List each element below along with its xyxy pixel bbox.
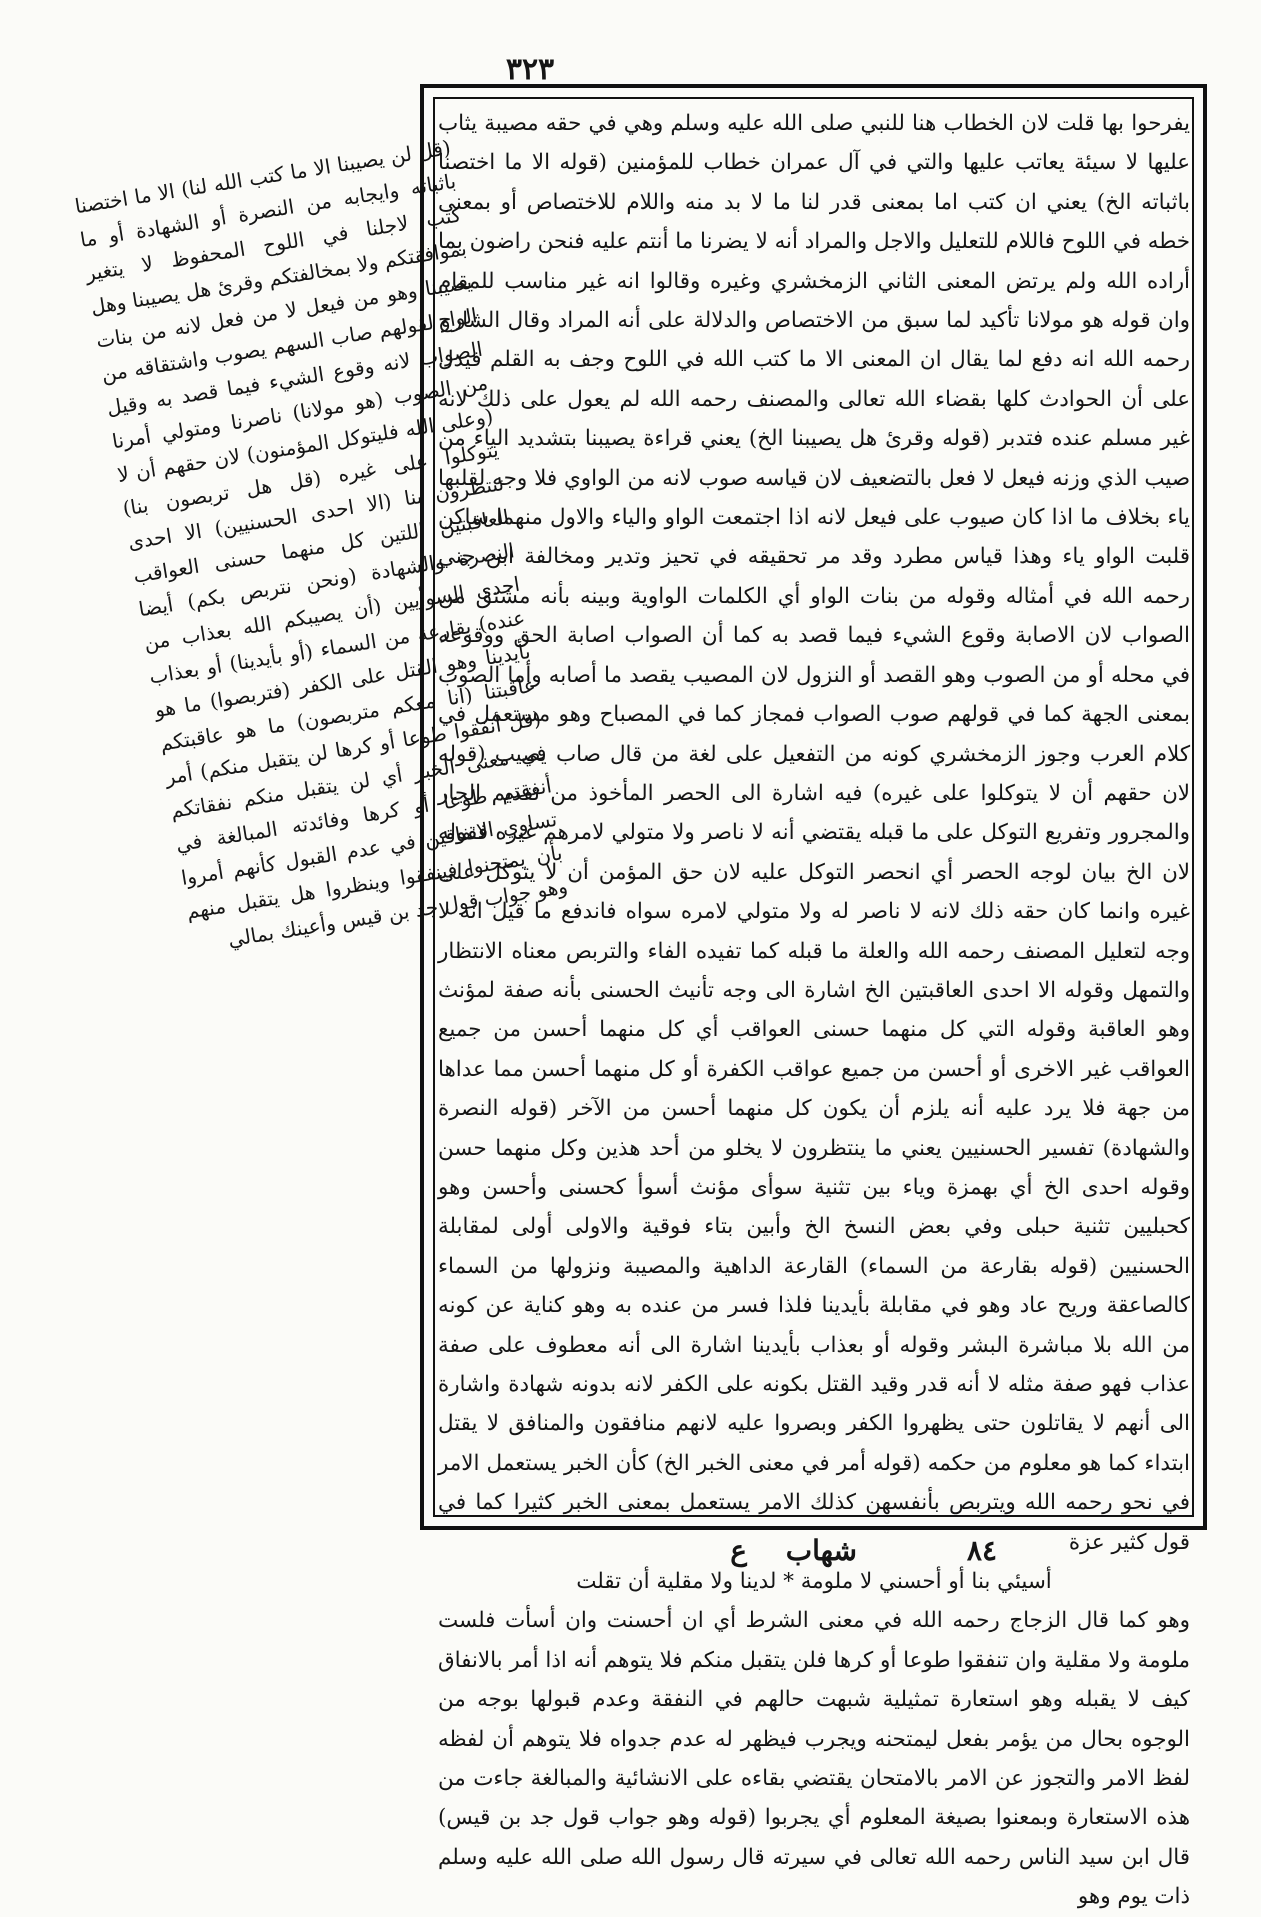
signature-letter: ع (730, 1534, 747, 1567)
page-footer (420, 1534, 1207, 1574)
poetry-verse: أسيئي بنا أو أحسني لا ملومة * لدينا ولا مقلية أن تقلت (576, 1569, 1052, 1595)
signature-number: ٨٤ (966, 1534, 997, 1567)
page-number: ٣٢٣ (505, 52, 555, 87)
running-title: شهاب (785, 1534, 857, 1567)
main-paragraph-after-verse: وهو كما قال الزجاج رحمه الله في معنى الشرط أي ان أحسنت وان أسأت فلست ملومة ولا مقلية وان تنفقوا طوعا أو كرها فلن يتقبل منكم فلا يتوهم أنه اذا أمر بالانفاق كيف لا يقبله وهو استعارة تمثيلية شبهت حالهم في النفقة وعدم قبولها بوجه من الوجوه بحال من يؤمر بفعل ليمتحنه ويجرب فيظهر له عدم جدواه فلا يتوهم أن لفظه لفظ الامر والتجوز عن الامر بالامتحان يقتضي بقاءه على الانشائية والمبالغة جاءت من هذه الاستعارة وبمعنوا بصيغة المعلوم أي يجربوا (قوله وهو جواب قول جد بن قيس) قال ابن سيد الناس رحمه الله تعالى في سيرته قال رسول الله صلى الله عليه وسلم ذات يوم وهو (438, 1608, 1190, 1910)
main-paragraph: يفرحوا بها قلت لان الخطاب هنا للنبي صلى الله عليه وسلم وهي في حقه مصيبة يثاب عليها لا سيئة يعاتب عليها والتي في آل عمران خطاب للمؤمنين (قوله الا ما اختصنا باثباته الخ) يعني ان كتب اما بمعنى قدر لنا ما لا بد منه واللام للاختصاص أو بمعنى خطه في اللوح فاللام للتعليل والاجل والمراد أنه لا يضرنا ما أنتم عليه فنحن راضون بما أراده الله ولم يرتض المعنى الثاني الزمخشري وغيره وقالوا انه غير مناسب للمقام وان قوله هو مولانا تأكيد لما سبق من الاختصاص والدلالة على أنه المراد وقال الشارح رحمه الله انه دفع لما يقال ان المعنى الا ما كتب الله في اللوح وجف به القلم فيدل على أن الحوادث كلها بقضاء الله تعالى والمصنف رحمه الله لم يعول على ذلك لانه غير مسلم عنده فتدبر (قوله وقرئ هل يصيبنا الخ) يعني قراءة يصيبنا بتشديد الياء من صيب الذي وزنه فيعل لا فعل بالتضعيف لان قياسه صوب لانه من الواوي فلا وجه لقلبها ياء بخلاف ما اذا كان صيوب على فيعل لانه اذا اجتمعت الواو والياء والاول منهما ساكن قلبت الواو ياء وهذا قياس مطرد وقد مر تحقيقه في تحيز وتدير ومخالفة ابن جني رحمه الله في أمثاله وقوله من بنات الواو أي الكلمات الواوية وبينه بأنه مشتق من الصواب لان الاصابة وقوع الشيء فيما قصد به كما أن الصواب اصابة الحق ووقوعه في محله أو من الصوب وهو القصد أو النزول لان المصيب يقصد ما أصابه وأما الصوب بمعنى الجهة كما في قولهم صوب الصواب فمجاز كما في المصباح وهو مستعمل في كلام العرب وجوز الزمخشري كونه من التفعيل على لغة من قال صاب يصيب (قوله لان حقهم أن لا يتوكلوا على غيره) فيه اشارة الى الحصر المأخوذ من تقديم الجار والمجرور وتفريع التوكل على ما قبله يقتضي أنه لا ناصر ولا متولي لامرهم غيره فقوله لان الخ بيان لوجه الحصر أي انحصر التوكل عليه لان حق المؤمن أن لا يتوكل على غيره وانما كان حقه ذلك لانه لا ناصر له ولا متولي لامره سواه فاندفع ما قيل انه لا وجه لتعليل المصنف رحمه الله والعلة ما قبله كما تفيده الفاء والتربص معناه الانتظار والتمهل وقوله الا احدى العاقبتين الخ اشارة الى وجه تأنيث الحسنى بأنه صفة لمؤنث وهو العاقبة وقوله التي كل منهما حسنى العواقب أي كل منهما أحسن من جميع العواقب غير الاخرى أو أحسن من جميع عواقب الكفرة أو كل منهما أحسن مما عداها من جهة فلا يرد عليه أنه يلزم أن يكون كل منهما أحسن من الآخر (قوله النصرة والشهادة) تفسير الحسنيين يعني ما ينتظرون لا يخلو من أحد هذين وكل منهما حسن وقوله احدى الخ أي بهمزة وياء بين تثنية سوأى مؤنث أسوأ كحسنى وأحسن وهو كحبليين تثنية حبلى وفي بعض النسخ الخ وأبين بتاء فوقية والاولى أولى لمقابلة الحسنيين (قوله بقارعة من السماء) القارعة الداهية والمصيبة ونزولها من السماء كالصاعقة وريح عاد وهو في مقابلة بأيدينا فلذا فسر من عنده به وهو كناية عن كونه من الله بلا مباشرة البشر وقوله أو بعذاب بأيدينا اشارة الى أنه معطوف على صفة عذاب فهو صفة مثله لا أنه قدر وقيد القتل بكونه على الكفر لانه بدونه شهادة واشارة الى أنهم لا يقاتلون حتى يظهروا الكفر وبصروا عليه لانهم منافقون والمنافق لا يقتل ابتداء كما هو معلوم من حكمه (قوله أمر في معنى الخبر الخ) كأن الخبر يستعمل الامر في نحو رحمه الله ويتربص بأنفسهن كذلك الامر يستعمل بمعنى الخبر كثيرا كما في قول كثير عزة (438, 111, 1190, 1555)
margin-paragraph: (قل لن يصيبنا الا ما كتب الله لنا) الا ما اختصنا باثباته وايجابه من النصرة أو الشهادة أو ما كتب لاجلنا في اللوح المحفوظ لا يتغير بموافقتكم ولا بمخالفتكم وقرئ هل يصيبنا وهل يصيبنا وهو من فيعل لا من فعل لانه من بنات الواو لقولهم صاب السهم يصوب واشتقاقه من الصواب لانه وقوع الشيء فيما قصد به وقيل من الصوب (هو مولانا) ناصرنا ومتولي أمرنا (وعلى الله فليتوكل المؤمنون) لان حقهم أن لا يتوكلوا على غيره (قل هل تربصون بنا) تنتظرون بنا (الا احدى الحسنيين) الا احدى العاقبتين اللتين كل منهما حسنى العواقب النصرة والشهادة (ونحن نتربص بكم) أيضا احدى السوأيين (أن يصيبكم الله بعذاب من عنده) بقارعة من السماء (أو بأيدينا) أو بعذاب بأيدينا وهو القتل على الكفر (فتربصوا) ما هو عاقبتنا (انا معكم متربصون) ما هو عاقبتكم (قل أنفقوا طوعا أو كرها لن يتقبل منكم) أمر في معنى الخبر أي لن يتقبل منكم نفقاتكم أنفقتم طوعا أو كرها وفائدته المبالغة في تساوي الانفاقين في عدم القبول كأنهم أمروا بأن يمتحنوا فينفقوا وينظروا هل يتقبل منهم وهو جواب قول جد بن قيس وأعينك بمالي (73, 135, 570, 952)
